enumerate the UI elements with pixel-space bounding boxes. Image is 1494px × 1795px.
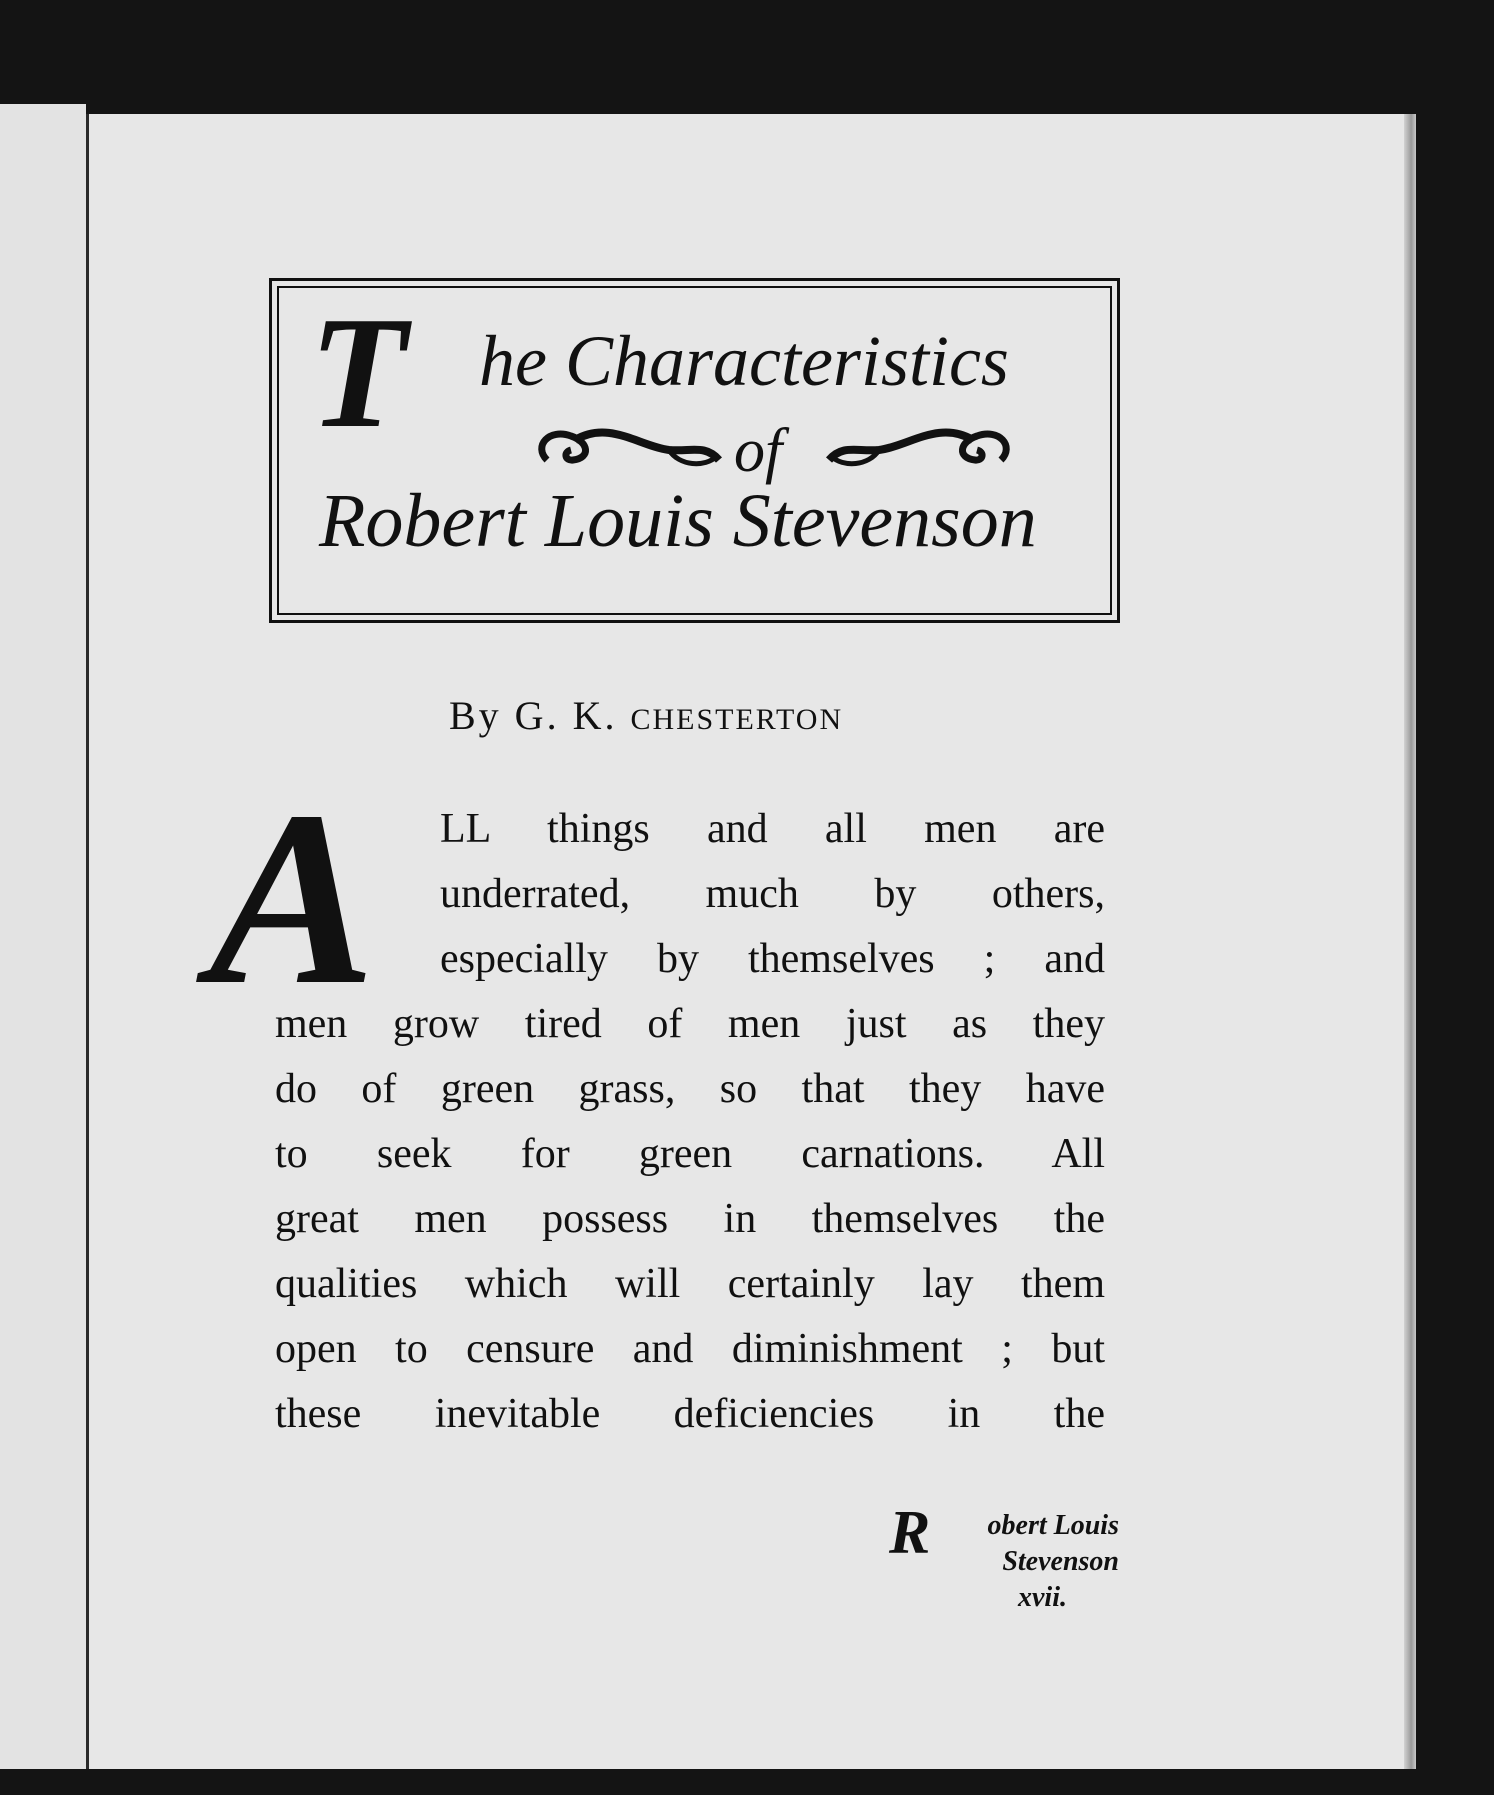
right-flourish-icon: [819, 416, 1019, 486]
title-of: of: [734, 417, 783, 485]
title-initial: T: [309, 283, 407, 461]
footer-initial: R: [889, 1499, 931, 1567]
footer-line-2: Stevenson: [1002, 1546, 1119, 1577]
page-edge: [1404, 114, 1416, 1769]
body-line: LL things and all men are: [440, 806, 1105, 852]
body-line: open to censure and diminishment ; but: [275, 1326, 1105, 1372]
title-line-3: Robert Louis Stevenson: [319, 479, 1037, 563]
facing-page: [0, 104, 86, 1769]
body-line: qualities which will certainly lay them: [275, 1261, 1105, 1307]
body-line: underrated, much by others,: [440, 871, 1105, 917]
body-line: great men possess in themselves the: [275, 1196, 1105, 1242]
left-flourish-icon: [529, 416, 729, 486]
drop-cap-initial: A: [209, 760, 376, 1037]
running-footer: [889, 1499, 1119, 1616]
body-line: especially by themselves ; and: [440, 936, 1105, 982]
body-line: to seek for green carnations. All: [275, 1131, 1105, 1177]
footer-line-1: obert Louis: [987, 1510, 1119, 1541]
byline-prefix: By G. K.: [449, 693, 618, 738]
body-line: do of green grass, so that they have: [275, 1066, 1105, 1112]
byline-surname: CHESTERTON: [630, 703, 844, 736]
title-of-row: [529, 416, 1009, 486]
title-frame-inner: [277, 283, 1112, 615]
book-page: [86, 114, 1404, 1769]
title-frame: [269, 278, 1120, 623]
body-line: men grow tired of men just as they: [275, 1001, 1105, 1047]
body-paragraph: [275, 797, 1105, 1447]
byline: [449, 692, 843, 739]
page-number: xvii.: [1018, 1582, 1067, 1613]
title-line-1: he Characteristics: [479, 321, 1009, 401]
body-line: these inevitable deficiencies in the: [275, 1391, 1105, 1437]
